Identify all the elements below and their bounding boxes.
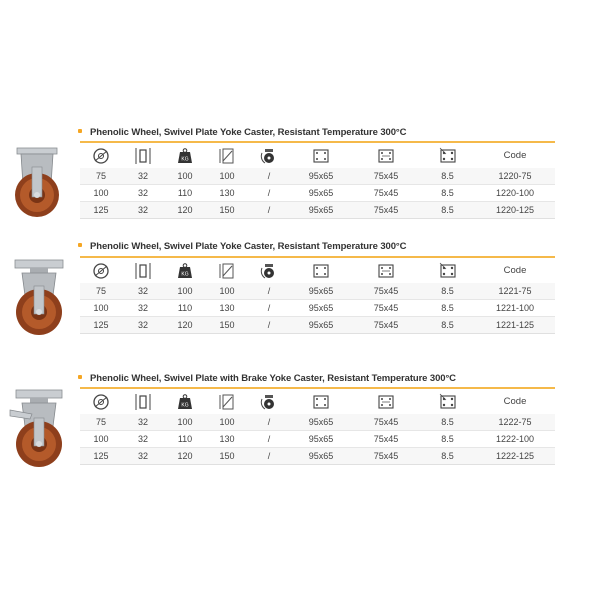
cell-swivel-radius: / bbox=[248, 431, 290, 448]
wheel-diameter-icon bbox=[92, 262, 110, 280]
cell-wheel-diameter: 125 bbox=[80, 448, 122, 465]
cell-height: 130 bbox=[206, 431, 248, 448]
cell-hole-spacing: 75x45 bbox=[352, 300, 420, 317]
cell-height: 100 bbox=[206, 414, 248, 431]
load-capacity-icon bbox=[176, 262, 194, 280]
header-cell bbox=[352, 388, 420, 414]
cell-load: 100 bbox=[164, 168, 206, 185]
cell-swivel-radius: / bbox=[248, 168, 290, 185]
cell-code: 1222-75 bbox=[475, 414, 555, 431]
header-cell bbox=[352, 257, 420, 283]
cell-plate-size: 95x65 bbox=[290, 317, 352, 334]
cell-code: 1220-75 bbox=[475, 168, 555, 185]
load-capacity-icon bbox=[176, 147, 194, 165]
svg-text:KG: KG bbox=[181, 402, 189, 408]
cell-tread-width: 32 bbox=[122, 300, 164, 317]
bolt-hole-spacing-icon bbox=[377, 262, 395, 280]
cell-hole-spacing: 75x45 bbox=[352, 168, 420, 185]
cell-hole-diameter: 8.5 bbox=[420, 283, 475, 300]
header-cell bbox=[420, 142, 475, 168]
section-title bbox=[78, 241, 406, 252]
cell-swivel-radius: / bbox=[248, 317, 290, 334]
svg-text:KG: KG bbox=[181, 271, 189, 277]
bolt-hole-spacing-icon bbox=[377, 393, 395, 411]
cell-height: 100 bbox=[206, 283, 248, 300]
plate-size-icon bbox=[312, 393, 330, 411]
cell-tread-width: 32 bbox=[122, 202, 164, 219]
table-row bbox=[80, 168, 555, 185]
bolt-hole-diameter-icon bbox=[439, 393, 457, 411]
bullet-icon bbox=[78, 243, 82, 247]
cell-hole-spacing: 75x45 bbox=[352, 448, 420, 465]
cell-plate-size: 95x65 bbox=[290, 283, 352, 300]
cell-tread-width: 32 bbox=[122, 168, 164, 185]
tread-width-icon bbox=[134, 262, 152, 280]
header-cell bbox=[122, 257, 164, 283]
overall-height-icon bbox=[218, 262, 236, 280]
cell-tread-width: 32 bbox=[122, 185, 164, 202]
wheel-diameter-icon bbox=[92, 147, 110, 165]
cell-swivel-radius: / bbox=[248, 448, 290, 465]
swivel-caster-image bbox=[12, 258, 66, 338]
table-header-row bbox=[80, 257, 555, 283]
cell-hole-diameter: 8.5 bbox=[420, 448, 475, 465]
plate-size-icon bbox=[312, 262, 330, 280]
code-header: Code bbox=[475, 142, 555, 168]
cell-swivel-radius: / bbox=[248, 300, 290, 317]
swivel-radius-icon bbox=[260, 262, 278, 280]
cell-wheel-diameter: 100 bbox=[80, 185, 122, 202]
header-cell bbox=[290, 142, 352, 168]
table-row bbox=[80, 202, 555, 219]
cell-hole-spacing: 75x45 bbox=[352, 185, 420, 202]
cell-code: 1220-100 bbox=[475, 185, 555, 202]
cell-hole-spacing: 75x45 bbox=[352, 414, 420, 431]
cell-swivel-radius: / bbox=[248, 414, 290, 431]
cell-wheel-diameter: 75 bbox=[80, 283, 122, 300]
swivel-radius-icon bbox=[260, 147, 278, 165]
tread-width-icon bbox=[134, 147, 152, 165]
cell-code: 1222-125 bbox=[475, 448, 555, 465]
cell-hole-spacing: 75x45 bbox=[352, 431, 420, 448]
section-title-text: Phenolic Wheel, Swivel Plate Yoke Caster, Resistant Temperature 300°C bbox=[90, 241, 407, 252]
brake-caster-image bbox=[8, 388, 68, 470]
cell-wheel-diameter: 100 bbox=[80, 431, 122, 448]
header-cell bbox=[80, 257, 122, 283]
cell-load: 110 bbox=[164, 431, 206, 448]
cell-height: 100 bbox=[206, 168, 248, 185]
overall-height-icon bbox=[218, 147, 236, 165]
header-cell bbox=[164, 142, 206, 168]
cell-load: 110 bbox=[164, 185, 206, 202]
cell-swivel-radius: / bbox=[248, 185, 290, 202]
cell-code: 1220-125 bbox=[475, 202, 555, 219]
cell-plate-size: 95x65 bbox=[290, 431, 352, 448]
fixed-caster-image bbox=[12, 145, 62, 220]
cell-height: 150 bbox=[206, 317, 248, 334]
cell-code: 1222-100 bbox=[475, 431, 555, 448]
header-cell bbox=[164, 388, 206, 414]
header-cell bbox=[290, 388, 352, 414]
header-cell bbox=[80, 388, 122, 414]
cell-load: 120 bbox=[164, 202, 206, 219]
bullet-icon bbox=[78, 375, 82, 379]
cell-tread-width: 32 bbox=[122, 283, 164, 300]
cell-hole-diameter: 8.5 bbox=[420, 168, 475, 185]
table-row bbox=[80, 185, 555, 202]
table-header-row bbox=[80, 388, 555, 414]
cell-hole-diameter: 8.5 bbox=[420, 185, 475, 202]
cell-plate-size: 95x65 bbox=[290, 448, 352, 465]
section-title bbox=[78, 127, 406, 138]
header-cell bbox=[206, 388, 248, 414]
header-cell bbox=[248, 388, 290, 414]
wheel-diameter-icon bbox=[92, 393, 110, 411]
bolt-hole-diameter-icon bbox=[439, 262, 457, 280]
cell-height: 150 bbox=[206, 448, 248, 465]
cell-plate-size: 95x65 bbox=[290, 168, 352, 185]
header-cell bbox=[122, 388, 164, 414]
cell-hole-diameter: 8.5 bbox=[420, 414, 475, 431]
tread-width-icon bbox=[134, 393, 152, 411]
cell-load: 100 bbox=[164, 414, 206, 431]
cell-wheel-diameter: 125 bbox=[80, 317, 122, 334]
cell-plate-size: 95x65 bbox=[290, 202, 352, 219]
svg-text:KG: KG bbox=[181, 156, 189, 162]
header-cell bbox=[290, 257, 352, 283]
cell-swivel-radius: / bbox=[248, 283, 290, 300]
header-cell bbox=[248, 257, 290, 283]
cell-swivel-radius: / bbox=[248, 202, 290, 219]
section-title-text: Phenolic Wheel, Swivel Plate with Brake Yoke Caster, Resistant Temperature 300°C bbox=[90, 373, 456, 384]
cell-load: 120 bbox=[164, 317, 206, 334]
code-header: Code bbox=[475, 388, 555, 414]
cell-wheel-diameter: 75 bbox=[80, 414, 122, 431]
bolt-hole-spacing-icon bbox=[377, 147, 395, 165]
cell-load: 100 bbox=[164, 283, 206, 300]
cell-code: 1221-125 bbox=[475, 317, 555, 334]
cell-plate-size: 95x65 bbox=[290, 414, 352, 431]
cell-tread-width: 32 bbox=[122, 448, 164, 465]
cell-wheel-diameter: 75 bbox=[80, 168, 122, 185]
table-row bbox=[80, 431, 555, 448]
bolt-hole-diameter-icon bbox=[439, 147, 457, 165]
cell-hole-diameter: 8.5 bbox=[420, 202, 475, 219]
cell-code: 1221-75 bbox=[475, 283, 555, 300]
header-cell bbox=[206, 257, 248, 283]
cell-height: 150 bbox=[206, 202, 248, 219]
header-cell bbox=[206, 142, 248, 168]
header-cell bbox=[122, 142, 164, 168]
header-cell bbox=[352, 142, 420, 168]
cell-code: 1221-100 bbox=[475, 300, 555, 317]
header-cell bbox=[80, 142, 122, 168]
table-header-row bbox=[80, 142, 555, 168]
cell-plate-size: 95x65 bbox=[290, 300, 352, 317]
spec-table bbox=[80, 256, 555, 334]
table-row bbox=[80, 300, 555, 317]
overall-height-icon bbox=[218, 393, 236, 411]
cell-hole-spacing: 75x45 bbox=[352, 317, 420, 334]
swivel-radius-icon bbox=[260, 393, 278, 411]
cell-height: 130 bbox=[206, 185, 248, 202]
code-header: Code bbox=[475, 257, 555, 283]
bullet-icon bbox=[78, 129, 82, 133]
cell-tread-width: 32 bbox=[122, 431, 164, 448]
spec-table bbox=[80, 141, 555, 219]
header-cell bbox=[420, 388, 475, 414]
header-cell bbox=[248, 142, 290, 168]
cell-hole-diameter: 8.5 bbox=[420, 300, 475, 317]
cell-wheel-diameter: 100 bbox=[80, 300, 122, 317]
cell-load: 110 bbox=[164, 300, 206, 317]
cell-wheel-diameter: 125 bbox=[80, 202, 122, 219]
cell-hole-spacing: 75x45 bbox=[352, 202, 420, 219]
section-title-text: Phenolic Wheel, Swivel Plate Yoke Caster, Resistant Temperature 300°C bbox=[90, 127, 407, 138]
cell-tread-width: 32 bbox=[122, 414, 164, 431]
cell-hole-spacing: 75x45 bbox=[352, 283, 420, 300]
plate-size-icon bbox=[312, 147, 330, 165]
cell-hole-diameter: 8.5 bbox=[420, 431, 475, 448]
section-title bbox=[78, 373, 456, 384]
cell-height: 130 bbox=[206, 300, 248, 317]
table-row bbox=[80, 283, 555, 300]
table-row bbox=[80, 414, 555, 431]
load-capacity-icon bbox=[176, 393, 194, 411]
cell-hole-diameter: 8.5 bbox=[420, 317, 475, 334]
spec-table bbox=[80, 387, 555, 465]
header-cell bbox=[164, 257, 206, 283]
cell-load: 120 bbox=[164, 448, 206, 465]
cell-plate-size: 95x65 bbox=[290, 185, 352, 202]
header-cell bbox=[420, 257, 475, 283]
table-row bbox=[80, 317, 555, 334]
cell-tread-width: 32 bbox=[122, 317, 164, 334]
table-row bbox=[80, 448, 555, 465]
